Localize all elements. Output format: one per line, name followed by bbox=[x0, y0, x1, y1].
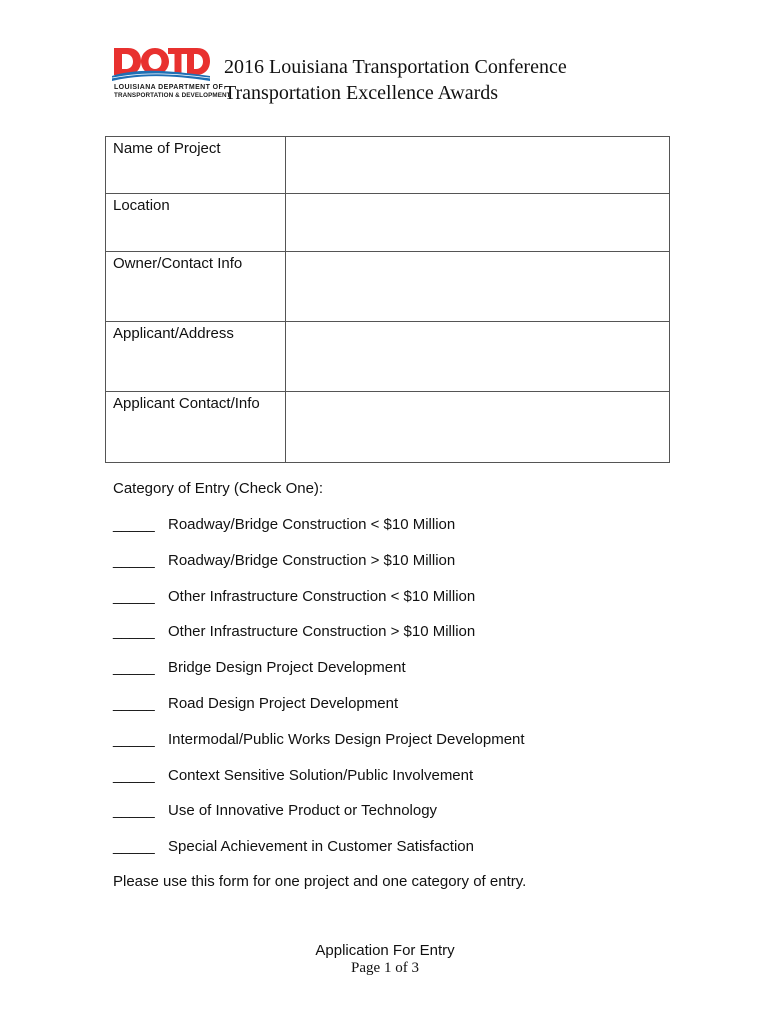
category-label: Bridge Design Project Development bbox=[168, 659, 406, 677]
title-line1: 2016 Louisiana Transportation Conference bbox=[224, 56, 567, 78]
list-item bbox=[113, 659, 525, 695]
field-owner-contact-info[interactable] bbox=[286, 252, 670, 322]
instruction-note: Please use this form for one project and one category of entry. bbox=[113, 873, 527, 890]
check-blank[interactable]: _____ bbox=[113, 659, 155, 677]
list-item bbox=[113, 695, 525, 731]
check-blank[interactable]: _____ bbox=[113, 802, 155, 820]
list-item bbox=[113, 516, 525, 552]
check-blank[interactable]: _____ bbox=[113, 587, 155, 605]
list-item bbox=[113, 552, 525, 588]
field-label-location: Location bbox=[106, 194, 286, 252]
logo-line2: TRANSPORTATION & DEVELOPMENT bbox=[114, 92, 231, 99]
list-item bbox=[113, 802, 525, 838]
document-title bbox=[224, 54, 567, 106]
page-number: Page 1 of 3 bbox=[351, 960, 419, 976]
category-label: Road Design Project Development bbox=[168, 694, 399, 712]
logo-line1: LOUISIANA DEPARTMENT OF bbox=[114, 84, 224, 91]
field-label-applicant-address: Applicant/Address bbox=[106, 322, 286, 392]
dotd-logo bbox=[112, 46, 231, 104]
check-blank[interactable]: _____ bbox=[113, 766, 155, 784]
footer-title: Application For Entry bbox=[315, 942, 455, 959]
field-location[interactable] bbox=[286, 194, 670, 252]
title-line2: Transportation Excellence Awards bbox=[224, 82, 499, 104]
check-blank[interactable]: _____ bbox=[113, 623, 155, 641]
list-item bbox=[113, 623, 525, 659]
field-name-of-project[interactable] bbox=[286, 137, 670, 194]
field-label-applicant-contact-info: Applicant Contact/Info bbox=[106, 392, 286, 463]
field-label-owner-contact-info: Owner/Contact Info bbox=[106, 252, 286, 322]
list-item bbox=[113, 838, 525, 874]
category-label: Other Infrastructure Construction < $10 Million bbox=[168, 587, 476, 605]
dotd-wordmark-icon bbox=[112, 46, 210, 82]
check-blank[interactable]: _____ bbox=[113, 516, 155, 533]
category-label: Special Achievement in Customer Satisfaction bbox=[168, 838, 474, 856]
check-blank[interactable]: _____ bbox=[113, 694, 155, 712]
table-row bbox=[106, 137, 670, 194]
category-heading: Category of Entry (Check One): bbox=[113, 480, 324, 497]
list-item bbox=[113, 588, 525, 624]
table-row bbox=[106, 322, 670, 392]
category-list bbox=[113, 516, 525, 874]
category-label: Roadway/Bridge Construction < $10 Million bbox=[168, 516, 456, 533]
check-blank[interactable]: _____ bbox=[113, 730, 155, 748]
list-item bbox=[113, 731, 525, 767]
project-info-table bbox=[105, 136, 670, 463]
category-label: Other Infrastructure Construction > $10 Million bbox=[168, 623, 476, 641]
field-applicant-contact-info[interactable] bbox=[286, 392, 670, 463]
category-label: Context Sensitive Solution/Public Involvement bbox=[168, 766, 474, 784]
category-label: Intermodal/Public Works Design Project Development bbox=[168, 730, 525, 748]
table-row bbox=[106, 194, 670, 252]
check-blank[interactable]: _____ bbox=[113, 551, 155, 569]
category-label: Roadway/Bridge Construction > $10 Million bbox=[168, 551, 456, 569]
check-blank[interactable]: _____ bbox=[113, 838, 155, 856]
category-label: Use of Innovative Product or Technology bbox=[168, 802, 438, 820]
list-item bbox=[113, 767, 525, 803]
table-row bbox=[106, 252, 670, 322]
field-applicant-address[interactable] bbox=[286, 322, 670, 392]
field-label-name-of-project: Name of Project bbox=[106, 137, 286, 194]
table-row bbox=[106, 392, 670, 463]
